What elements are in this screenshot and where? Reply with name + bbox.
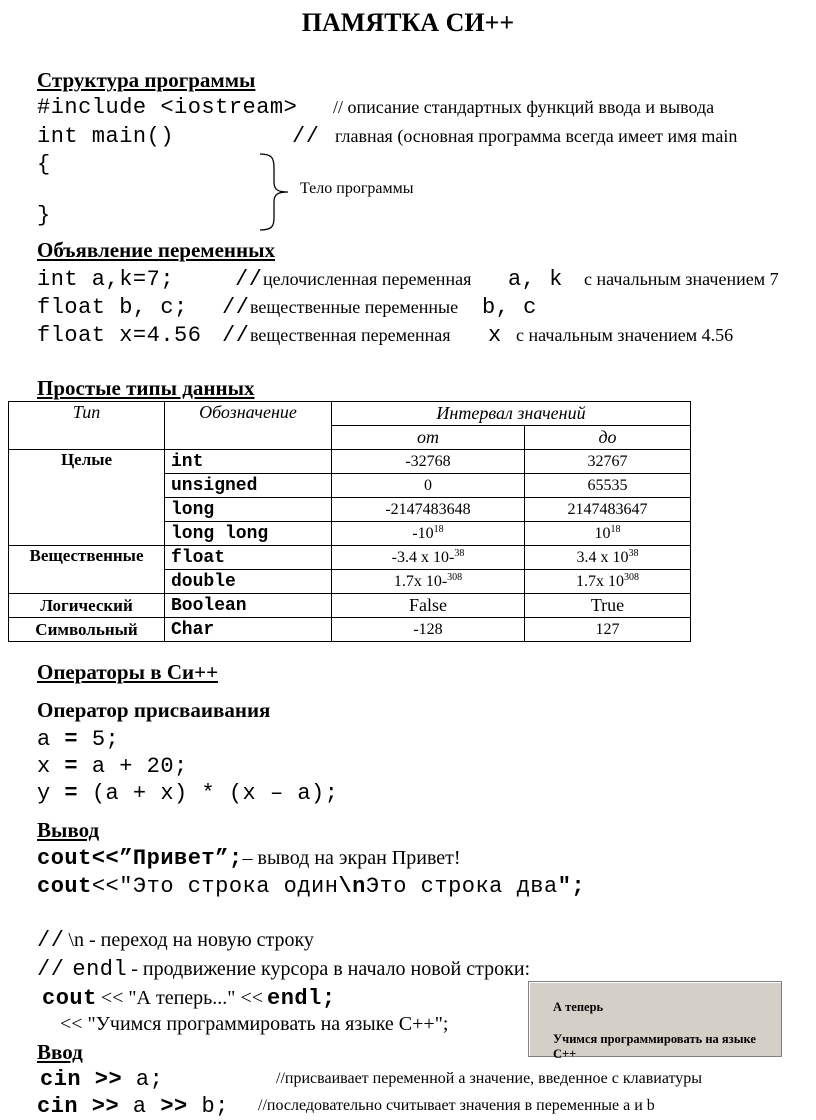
range-from: 0 bbox=[332, 474, 525, 498]
var-line-3-vars: x bbox=[488, 323, 502, 348]
col-from-header: от bbox=[332, 426, 525, 450]
category-int: Целые bbox=[9, 450, 165, 546]
output-line-2: cout<<"Это строка один\nЭто строка два"; bbox=[37, 874, 586, 899]
assign-heading: Оператор присваивания bbox=[37, 698, 271, 722]
range-from: -128 bbox=[332, 618, 525, 642]
type-name: long long bbox=[165, 522, 332, 546]
range-to: $10^{18}$ bbox=[525, 522, 691, 546]
assign-line-2: x = a + 20; bbox=[37, 754, 188, 779]
var-line-1-code: int a,k=7; bbox=[37, 267, 175, 292]
body-label: Тело программы bbox=[300, 180, 414, 197]
range-to: True bbox=[525, 594, 691, 618]
endl-line-1: cout << "А теперь..." << endl; bbox=[42, 986, 336, 1011]
type-name: int bbox=[165, 450, 332, 474]
var-line-3-tail: с начальным значением 4.56 bbox=[516, 325, 734, 345]
var-line-3-slashes: // bbox=[222, 323, 250, 348]
input-line-2-comment: //последовательно считывает значения в переменные а и b bbox=[258, 1097, 655, 1114]
range-from: -3.4 x 10-$^{38}$ bbox=[332, 546, 525, 570]
table-row bbox=[9, 546, 691, 570]
open-brace: { bbox=[37, 152, 51, 177]
var-line-1-vars: a, k bbox=[508, 267, 563, 292]
type-name: Char bbox=[165, 618, 332, 642]
range-from: False bbox=[332, 594, 525, 618]
category-char: Символьный bbox=[9, 618, 165, 642]
var-line-3-text: вещественная переменная bbox=[250, 325, 451, 345]
main-comment: главная (основная программа всегда имеет имя main bbox=[335, 126, 738, 146]
type-name: float bbox=[165, 546, 332, 570]
output-heading: Вывод bbox=[37, 818, 100, 842]
range-from: $-10^{18}$ bbox=[332, 522, 525, 546]
operators-heading: Операторы в Си++ bbox=[37, 660, 219, 684]
table-row bbox=[9, 450, 691, 474]
include-comment: // описание стандартных функций ввода и вывода bbox=[333, 97, 715, 117]
input-line-1: cin >> a; bbox=[40, 1067, 164, 1092]
endl-comment: // endl - продвижение курсора в начало новой строки: bbox=[37, 957, 531, 982]
range-from: -32768 bbox=[332, 450, 525, 474]
var-line-2-slashes: // bbox=[222, 295, 250, 320]
var-line-1-slashes: // bbox=[235, 267, 263, 292]
types-heading: Простые типы данных bbox=[37, 376, 255, 400]
type-name: double bbox=[165, 570, 332, 594]
range-to: 2147483647 bbox=[525, 498, 691, 522]
var-line-2-vars: b, c bbox=[482, 295, 537, 320]
var-line-1-text: целочисленная переменная bbox=[263, 269, 472, 289]
range-to: 65535 bbox=[525, 474, 691, 498]
var-line-2-text: вещественные переменные bbox=[250, 297, 459, 317]
newline-comment: // \n - переход на новую строку bbox=[37, 928, 314, 953]
var-line-2-code: float b, c; bbox=[37, 295, 188, 320]
table-row bbox=[9, 618, 691, 642]
main-line: int main() bbox=[37, 124, 175, 149]
include-line: #include <iostream> bbox=[37, 95, 298, 120]
range-to: 3.4 x $10^{38}$ bbox=[525, 546, 691, 570]
body-brace-icon bbox=[258, 152, 294, 232]
main-comment-slashes: // bbox=[292, 124, 320, 149]
close-brace: } bbox=[37, 203, 51, 228]
category-real: Вещественные bbox=[9, 546, 165, 594]
col-type-header: Тип bbox=[9, 402, 165, 450]
col-range-header: Интервал значений bbox=[332, 402, 691, 426]
var-line-3-code: float x=4.56 bbox=[37, 323, 202, 348]
assign-line-1: a = 5; bbox=[37, 727, 120, 752]
input-line-1-comment: //присваивает переменной а значение, введенное с клавиатуры bbox=[276, 1070, 703, 1087]
type-name: unsigned bbox=[165, 474, 332, 498]
col-to-header: до bbox=[525, 426, 691, 450]
console-output-window bbox=[528, 981, 782, 1061]
var-line-1-tail: с начальным значением 7 bbox=[584, 269, 779, 289]
input-line-2: cin >> a >> b; bbox=[37, 1094, 229, 1119]
output-line-1: cout<<”Привет”;– вывод на экран Привет! bbox=[37, 846, 461, 871]
types-table bbox=[8, 401, 691, 642]
range-to: 1.7x $10^{308}$ bbox=[525, 570, 691, 594]
range-to: 127 bbox=[525, 618, 691, 642]
category-bool: Логический bbox=[9, 594, 165, 618]
range-to: 32767 bbox=[525, 450, 691, 474]
variables-heading: Объявление переменных bbox=[37, 238, 275, 262]
table-row bbox=[9, 594, 691, 618]
type-name: long bbox=[165, 498, 332, 522]
assign-line-3: y = (a + x) * (x – a); bbox=[37, 781, 339, 806]
range-from: 1.7x 10-$^{308}$ bbox=[332, 570, 525, 594]
console-line-2: Учимся программировать на языке С++ bbox=[553, 1032, 756, 1061]
input-heading: Ввод bbox=[37, 1040, 83, 1064]
endl-line-2: << "Учимся программировать на языке С++"; bbox=[60, 1013, 449, 1035]
range-from: -2147483648 bbox=[332, 498, 525, 522]
col-name-header: Обозначение bbox=[165, 402, 332, 450]
page-title: ПАМЯТКА СИ++ bbox=[301, 8, 515, 37]
type-name: Boolean bbox=[165, 594, 332, 618]
console-line-1: А теперь bbox=[553, 1000, 604, 1014]
structure-heading: Структура программы bbox=[37, 68, 256, 92]
